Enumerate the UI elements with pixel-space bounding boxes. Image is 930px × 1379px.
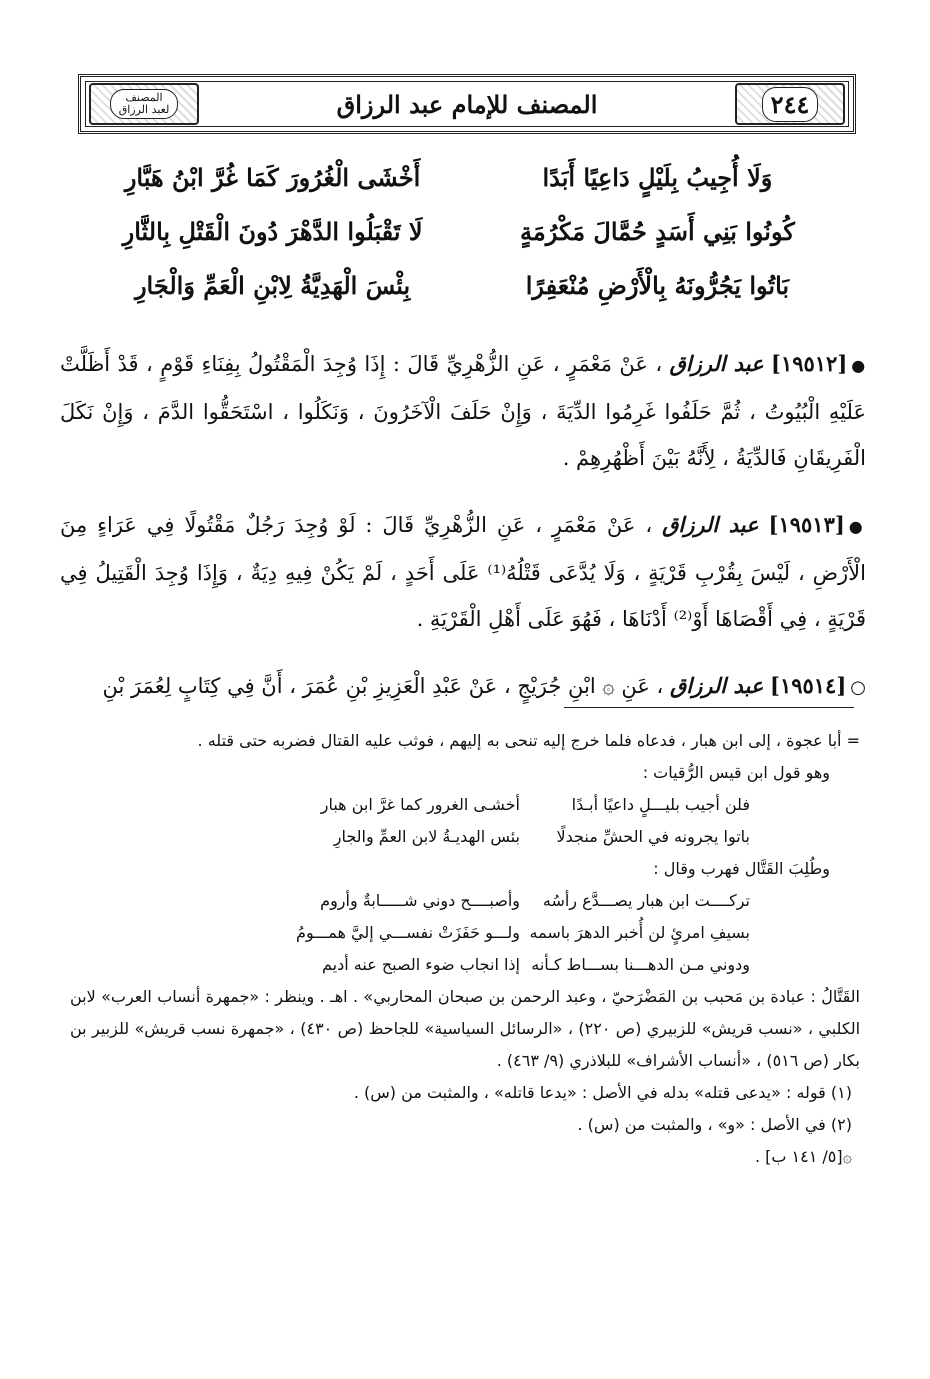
poem-first-hemistich: باتوا يجرونه في الحشِّ منجدلًا: [556, 827, 750, 846]
hadith-number: [١٩٥١٤]: [770, 673, 847, 698]
hadith-text: ، عَنْ مَعْمَرٍ ، عَنِ الزُّهْرِيِّ قَالَ : لَوْ وُجِدَ رَجُلٌ مَقْتُولًا فِي عَرَاءٍ مِنَ الْأَرْضِ ، لَيْسَ بِقُرْبِ قَرْيَةٍ ، وَلَا يُدَّعَى قَتْلُهُ⁽¹⁾ عَلَى أَحَدٍ ، لَمْ يَكُنْ فِيهِ دِيَةٌ ، وَإِذَا وُجِدَ الْقَتِيلُ فِي قَرْيَةٍ ، فِي أَقْصَاهَا أَوْ⁽²⁾ أَدْنَاهَا ، فَهُوَ عَلَى أَهْلِ الْقَرْيَةِ .: [60, 513, 866, 631]
poem-second-hemistich: إذا انجاب ضوء الصبح عنه أديم: [322, 955, 520, 974]
hadith-source: عبد الرزاق: [670, 673, 764, 698]
footnote-intro: وهو قول ابن قيس الرُّقيات :: [642, 763, 830, 782]
page-number: ٢٤٤: [762, 87, 819, 122]
hadith-number: [١٩٥١٣]: [768, 512, 845, 537]
poem-first-hemistich: بسيفِ امرئٍ لن أُخبر الدهرَ باسمه: [529, 923, 750, 942]
hadith-number: [١٩٥١٢]: [771, 351, 848, 376]
filled-bullet-icon: ●: [851, 356, 866, 375]
poem-line: [70, 949, 750, 981]
verse-first-hemistich: بَاتُوا يَجُرُّونَهُ بِالْأَرْضِ مُنْعَفِرًا: [525, 270, 790, 300]
hollow-bullet-icon: ○: [850, 677, 866, 698]
verse-second-hemistich: بِئْسَ الْهَدِيَّةُ لِابْنِ الْعَمِّ وَالْجَارِ: [134, 270, 411, 300]
poem-second-hemistich: بئس الهديـةُ لابن العمِّ والجارِ: [333, 827, 520, 846]
poem-first-hemistich: تركــــت ابن هبار يصـــدَّع رأسُه: [542, 891, 750, 910]
hadith-entry: [60, 502, 866, 642]
poem-first-hemistich: فلن أجيب بليـــلٍ داعيًا أبـدًا: [571, 795, 750, 814]
poem-second-hemistich: أخشـى الغرور كما غرَّ ابن هبار: [320, 795, 520, 814]
side-title-top: المصنف: [125, 91, 163, 104]
verse-second-hemistich: أَخْشَى الْغُرُورَ كَمَا غُرَّ ابْنُ هَبَّارِ: [124, 162, 421, 192]
side-title: [110, 89, 179, 119]
hadith-entry: [60, 341, 866, 481]
hadith-entries: [60, 320, 866, 723]
verse-second-hemistich: لَا تَقْبَلُوا الدَّهْرَ دُونَ الْقَتْلِ بِالثَّارِ: [122, 216, 423, 246]
poem-line: [70, 885, 750, 917]
poem-line: [70, 789, 750, 821]
verse-line: [95, 204, 835, 258]
poem-line: [70, 917, 750, 949]
hadith-text: ، عَنِ ۞ ابْنِ جُرَيْجٍ ، عَنْ عَبْدِ الْعَزِيزِ بْنِ عُمَرَ ، أَنَّ فِي كِتَابٍ لِعُمَرَ بْنِ: [102, 674, 664, 698]
footnotes: [70, 725, 860, 1173]
footnote-poem: [70, 885, 860, 981]
poem-second-hemistich: وأصبــــح دوني شـــــابةٌ وأروم: [320, 891, 520, 910]
footnote-item: ۞[٥/ ١٤١ ب] .: [754, 1147, 852, 1166]
hadith-text: ، عَنْ مَعْمَرٍ ، عَنِ الزُّهْرِيِّ قَالَ : إِذَا وُجِدَ الْمَقْتُولُ بِفِنَاءِ قَوْمٍ ، قَدْ أَظَلَّتْ عَلَيْهِ الْبُيُوتُ ، ثُمَّ حَلَفُوا غَرِمُوا الدِّيَةَ ، وَإِنْ حَلَفَ الْآخَرُونَ ، وَنَكَلُوا ، اسْتَحَقُّوا الدَّمَ ، وَإِنْ نَكَلَ الْفَرِيقَانِ فَالدِّيَةُ ، لِأَنَّهُ بَيْنَ أَظْهُرِهِمْ .: [60, 352, 866, 470]
verse-first-hemistich: كُونُوا بَنِي أَسَدٍ حُمَّالَ مَكْرُمَةٍ: [519, 216, 795, 246]
verse-first-hemistich: وَلَا أُجِيبُ بِلَيْلٍ دَاعِيًا أَبَدًا: [542, 162, 773, 192]
verse-line: [95, 258, 835, 312]
poem-first-hemistich: ودوني مـن الدهـــنا بســـاط كـأنه: [531, 955, 750, 974]
filled-bullet-icon: ●: [848, 517, 866, 536]
footnote-explanation: القَتَّالُ : عبادة بن مَحبب بن المَضْرَحيّ ، وعبد الرحمن بن صبحان المحاربي» . اهـ . وينظر : «جمهرة أنساب العرب» لابن الكلبي ، «نسب قريش» للزبيري (ص ٢٢٠) ، «الرسائل السياسية» للجاحظ (ص ٤٣٠) ، «جمهرة نسب قريش» للزبير بن بكار (ص ٥١٦) ، «أنساب الأشراف» للبلاذري (٩/ ٤٦٣) .: [70, 987, 861, 1070]
book-title: المصنف للإمام عبد الرزاق: [336, 89, 598, 119]
footnote-separator: [564, 707, 854, 708]
poem-second-hemistich: ولـــو حَفَزَتْ نفســـي إليَّ همـــومُ: [296, 923, 520, 942]
footnote-continuation: = أبا عجوة ، إلى ابن هبار ، فدعاه فلما خرج إليه تنحى به إليهم ، فوثب عليه القتال فضربه حتى قتله .: [197, 731, 860, 750]
page-header: [78, 74, 856, 134]
hadith-source: عبد الرزاق: [662, 512, 759, 537]
footnote-item: (٢) في الأصل : «و» ، والمثبت من (س) .: [577, 1115, 852, 1134]
page-number-ornament: [735, 83, 845, 125]
verse-block: [95, 150, 835, 312]
side-title-ornament: [89, 83, 199, 125]
hadith-entry: [60, 663, 866, 711]
footnote-intro: وطُلِبَ القَتَّال فهرب وقال :: [653, 859, 830, 878]
footnote-item: (١) قوله : «يدعى قتله» بدله في الأصل : «يدعا قاتله» ، والمثبت من (س) .: [353, 1083, 852, 1102]
poem-line: [70, 821, 750, 853]
hadith-source: عبد الرزاق: [669, 351, 764, 376]
verse-line: [95, 150, 835, 204]
side-title-bottom: لعبد الرزاق: [118, 103, 170, 116]
footnote-poem: [70, 789, 860, 853]
